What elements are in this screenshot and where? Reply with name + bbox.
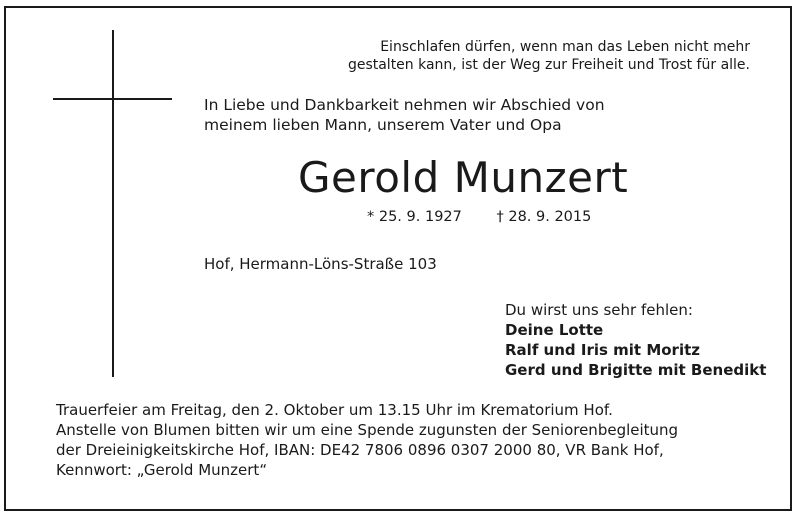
intro-line-1: In Liebe und Dankbarkeit nehmen wir Abschied von: [204, 96, 605, 114]
birth-date: * 25. 9. 1927: [367, 209, 462, 225]
mourner-name: Gerd und Brigitte mit Benedikt: [505, 361, 767, 379]
address: Hof, Hermann-Löns-Straße 103: [204, 255, 437, 273]
funeral-info: [56, 400, 678, 480]
funeral-info-line-1: Trauerfeier am Freitag, den 2. Oktober um 13.15 Uhr im Krematorium Hof.: [56, 401, 613, 419]
intro-text: [204, 95, 605, 135]
motto-line-1: Einschlafen dürfen, wenn man das Leben nicht mehr: [380, 39, 750, 55]
cross-horizontal-bar: [53, 98, 172, 100]
mourner-name: Ralf und Iris mit Moritz: [505, 341, 700, 359]
intro-line-2: meinem lieben Mann, unserem Vater und Opa: [204, 116, 562, 134]
mourners-heading: Du wirst uns sehr fehlen:: [505, 301, 693, 319]
mourners-list: [505, 320, 766, 380]
mourner-name: Deine Lotte: [505, 321, 604, 339]
cross-vertical-bar: [112, 30, 114, 377]
funeral-info-line-2: Anstelle von Blumen bitten wir um eine Spende zugunsten der Seniorenbegleitung: [56, 421, 679, 439]
death-date: † 28. 9. 2015: [496, 209, 592, 225]
deceased-name: Gerold Munzert: [298, 153, 629, 202]
motto-line-2: gestalten kann, ist der Weg zur Freiheit und Trost für alle.: [347, 57, 750, 73]
funeral-info-line-4: Kennwort: „Gerold Munzert“: [56, 461, 268, 479]
life-dates: [367, 208, 591, 226]
funeral-info-line-3: der Dreieinigkeitskirche Hof, IBAN: DE42 7806 0896 0307 2000 80, VR Bank Hof,: [56, 441, 664, 459]
motto-quote: [348, 38, 750, 74]
